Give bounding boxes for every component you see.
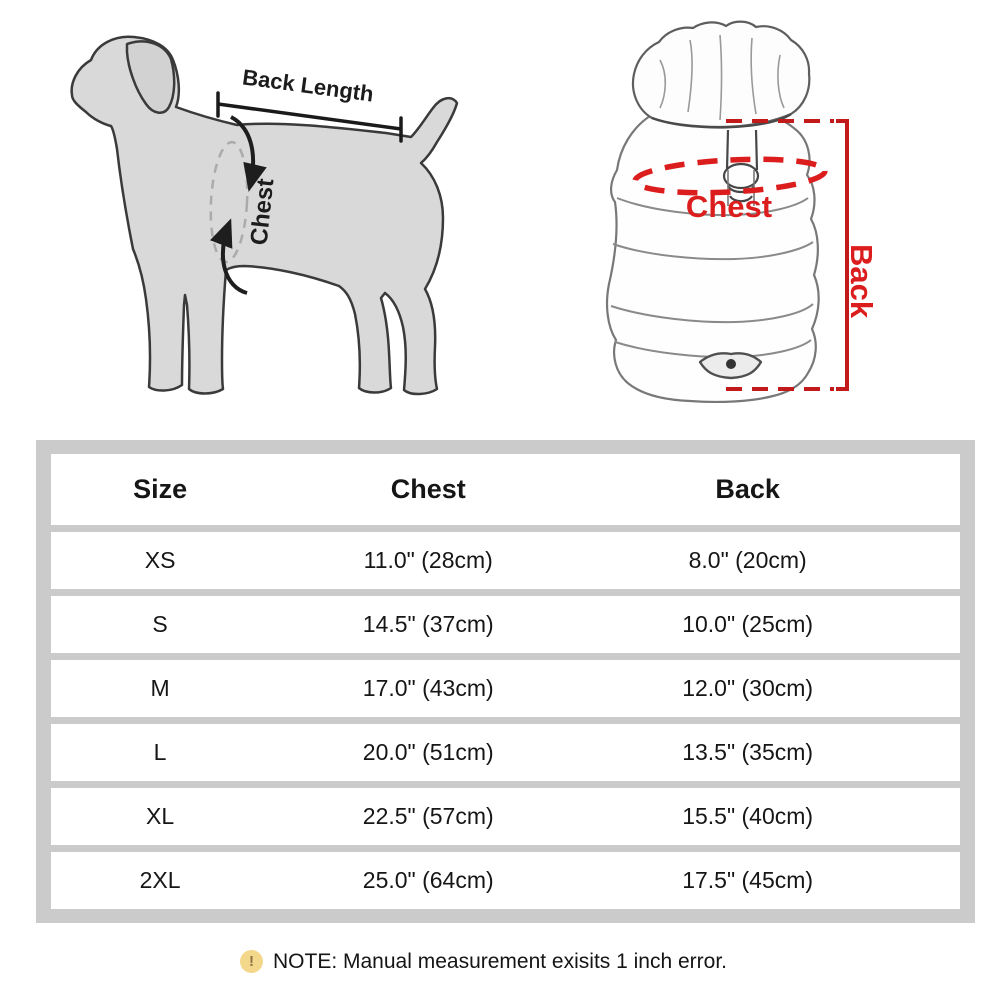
warning-icon: ! [240, 950, 263, 973]
size-cell: XL [146, 803, 175, 829]
table-row [51, 788, 960, 845]
chest-cell: 20.0" (51cm) [362, 739, 494, 765]
size-cell: XS [144, 547, 176, 573]
back-cell: 13.5" (35cm) [682, 739, 814, 765]
chest-cell: 17.0" (43cm) [362, 675, 494, 701]
dog-chest-label: Chest [245, 177, 280, 247]
header-cell-size: Size [133, 474, 188, 504]
back-length-label: Back Length [240, 64, 376, 107]
table-row [51, 596, 960, 653]
note-text: NOTE: Manual measurement exisits 1 inch error. [273, 950, 728, 973]
vest-illustration [590, 10, 990, 420]
size-cell: L [153, 739, 167, 765]
size-table [36, 440, 975, 923]
header-cell-chest: Chest [390, 474, 466, 504]
chest-cell: 25.0" (64cm) [362, 867, 494, 893]
back-cell: 10.0" (25cm) [682, 611, 814, 637]
size-cell: S [152, 611, 168, 637]
chest-cell: 22.5" (57cm) [362, 803, 494, 829]
size-cell: 2XL [139, 867, 181, 893]
back-cell: 12.0" (30cm) [682, 675, 814, 701]
chest-cell: 14.5" (37cm) [362, 611, 494, 637]
table-row [51, 532, 960, 589]
vest-chest-label: Chest [685, 189, 773, 224]
back-cell: 8.0" (20cm) [688, 547, 807, 573]
back-cell: 17.5" (45cm) [682, 867, 814, 893]
table-row [51, 660, 960, 717]
table-header-row [51, 454, 960, 525]
chest-cell: 11.0" (28cm) [363, 547, 493, 573]
back-cell: 15.5" (40cm) [682, 803, 814, 829]
vest-back-label: Back [844, 243, 879, 319]
table-row [51, 852, 960, 909]
table-row [51, 724, 960, 781]
size-cell: M [150, 675, 170, 701]
header-cell-back: Back [715, 474, 780, 504]
